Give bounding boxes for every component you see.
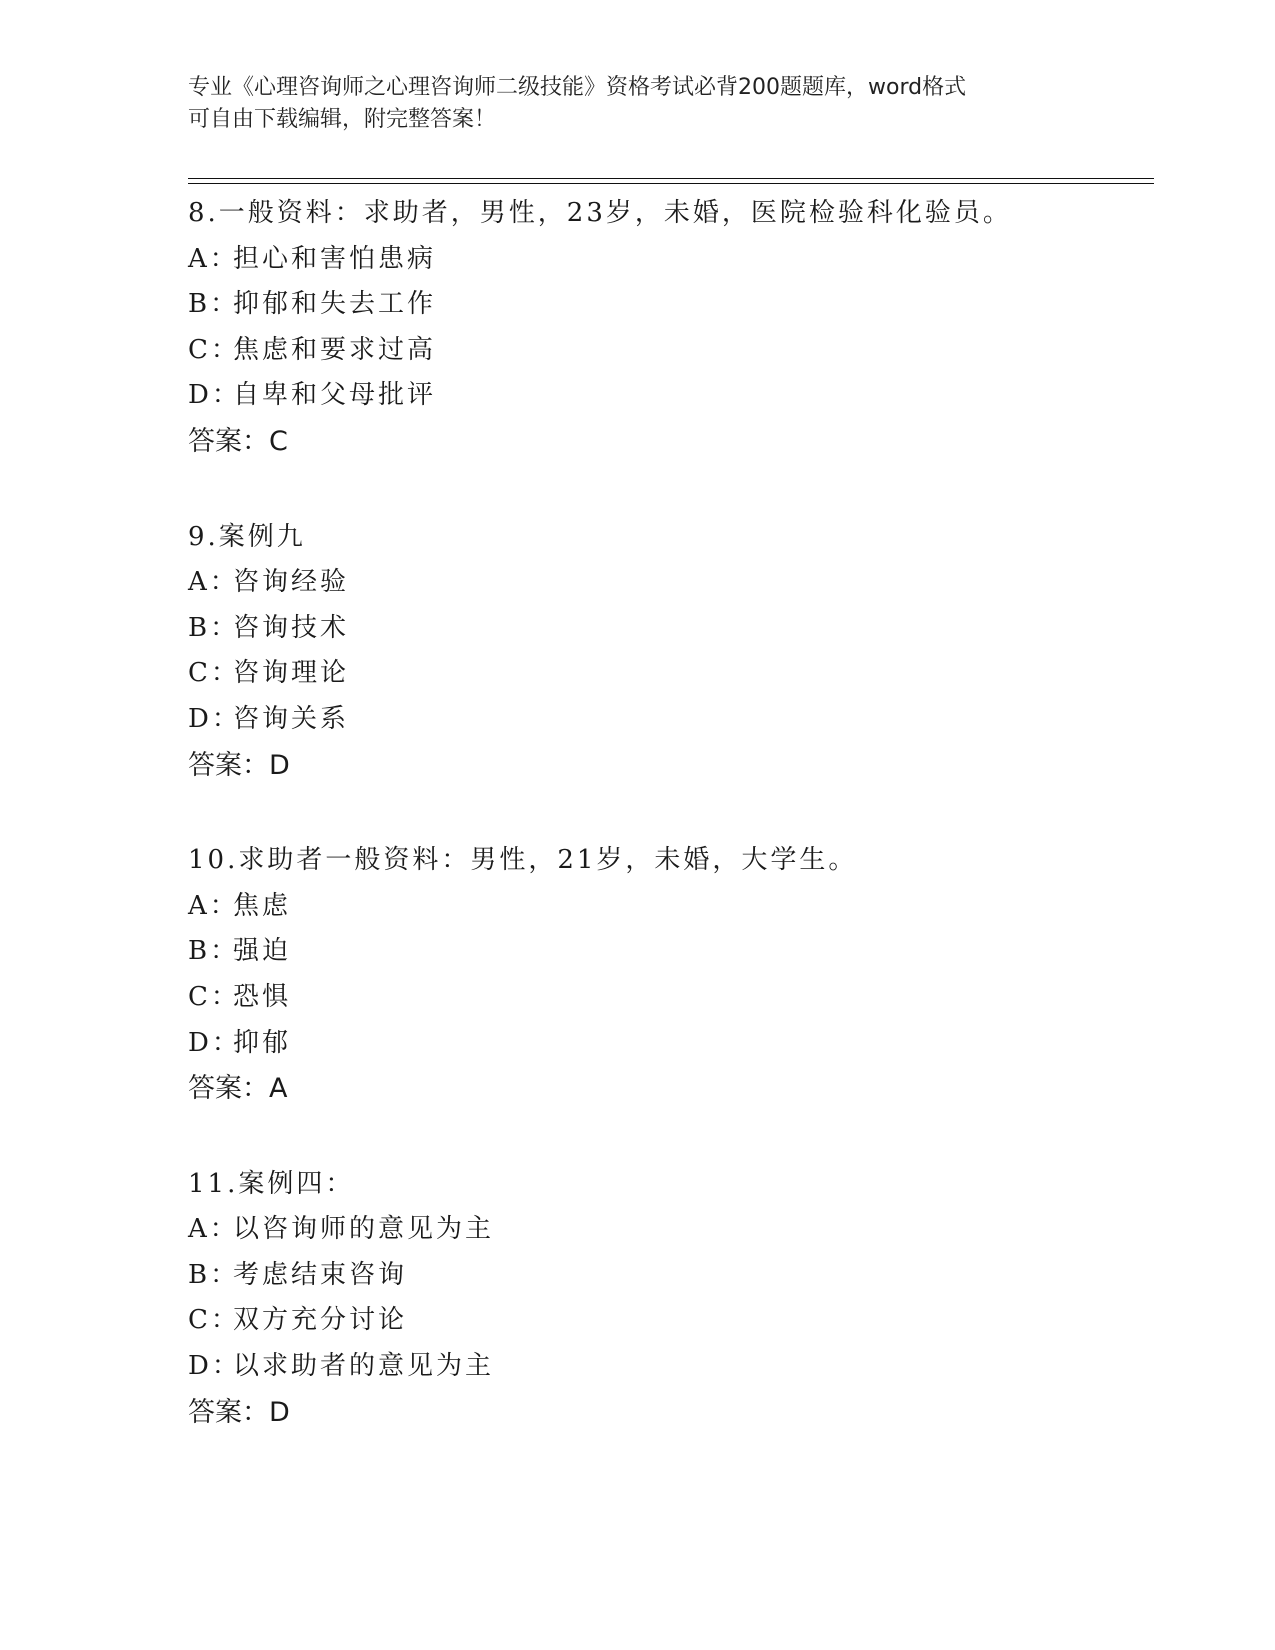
header-divider-bottom: [188, 183, 1154, 184]
option-text: 咨询关系: [233, 703, 350, 734]
option-key: B：: [188, 936, 240, 967]
option-text: 咨询理论: [233, 658, 350, 689]
option-text: 恐惧: [233, 981, 292, 1012]
option-a: [188, 560, 1148, 606]
question-title: 10.求助者一般资料：男性，21岁，未婚，大学生。: [188, 845, 858, 876]
option-key: A：: [188, 567, 239, 598]
option-text: 咨询经验: [233, 567, 350, 598]
question-10: [188, 838, 1148, 1112]
question-title: 11.案例四：: [188, 1168, 355, 1199]
answer-label: 答案：D: [188, 1396, 290, 1428]
option-key: B：: [188, 612, 240, 643]
option-text: 以咨询师的意见为主: [233, 1214, 495, 1245]
option-d: [188, 373, 1148, 419]
option-text: 担心和害怕患病: [233, 243, 437, 274]
answer-label: 答案：D: [188, 749, 290, 781]
option-b: [188, 929, 1148, 975]
option-key: C：: [188, 658, 240, 689]
option-text: 考虑结束咨询: [233, 1259, 408, 1290]
option-key: C：: [188, 334, 240, 365]
option-d: [188, 697, 1148, 743]
option-key: B：: [188, 1259, 240, 1290]
option-text: 以求助者的意见为主: [233, 1351, 495, 1382]
question-title: 8.一般资料：求助者，男性，23岁，未婚，医院检验科化验员。: [188, 198, 1012, 228]
question-11: [188, 1162, 1148, 1436]
option-key: A：: [188, 890, 239, 921]
option-c: [188, 651, 1148, 697]
option-b: [188, 282, 1148, 328]
question-8: [188, 191, 1148, 465]
option-text: 焦虑: [233, 890, 292, 921]
option-a: [188, 884, 1148, 930]
option-d: [188, 1021, 1148, 1067]
option-text: 咨询技术: [233, 612, 350, 643]
option-key: C：: [188, 981, 240, 1012]
option-d: [188, 1344, 1148, 1390]
option-text: 强迫: [233, 936, 292, 967]
option-key: C：: [188, 1305, 240, 1336]
option-text: 抑郁和失去工作: [233, 289, 437, 320]
header-line-2: 可自由下载编辑，附完整答案！: [188, 107, 497, 132]
option-c: [188, 975, 1148, 1021]
option-c: [188, 1298, 1148, 1344]
option-key: D：: [188, 1027, 241, 1058]
document-header: [188, 72, 1088, 136]
option-key: A：: [188, 243, 239, 274]
answer-label: 答案：A: [188, 1073, 288, 1105]
option-text: 抑郁: [233, 1027, 292, 1058]
header-divider-top: [188, 178, 1154, 179]
option-key: D：: [188, 703, 241, 734]
question-9: [188, 515, 1148, 789]
option-b: [188, 606, 1148, 652]
option-text: 双方充分讨论: [233, 1305, 408, 1336]
option-a: [188, 1207, 1148, 1253]
option-b: [188, 1253, 1148, 1299]
option-key: D：: [188, 380, 241, 411]
option-c: [188, 328, 1148, 374]
option-key: B：: [188, 289, 240, 320]
question-list: [188, 191, 1148, 1485]
option-key: D：: [188, 1351, 241, 1382]
header-line-1: 专业《心理咨询师之心理咨询师二级技能》资格考试必背200题题库，word格式: [188, 75, 967, 100]
answer-label: 答案：C: [188, 425, 288, 457]
option-text: 焦虑和要求过高: [233, 334, 437, 365]
option-text: 自卑和父母批评: [233, 380, 437, 411]
option-key: A：: [188, 1214, 239, 1245]
option-a: [188, 237, 1148, 283]
question-title: 9.案例九: [188, 521, 306, 552]
